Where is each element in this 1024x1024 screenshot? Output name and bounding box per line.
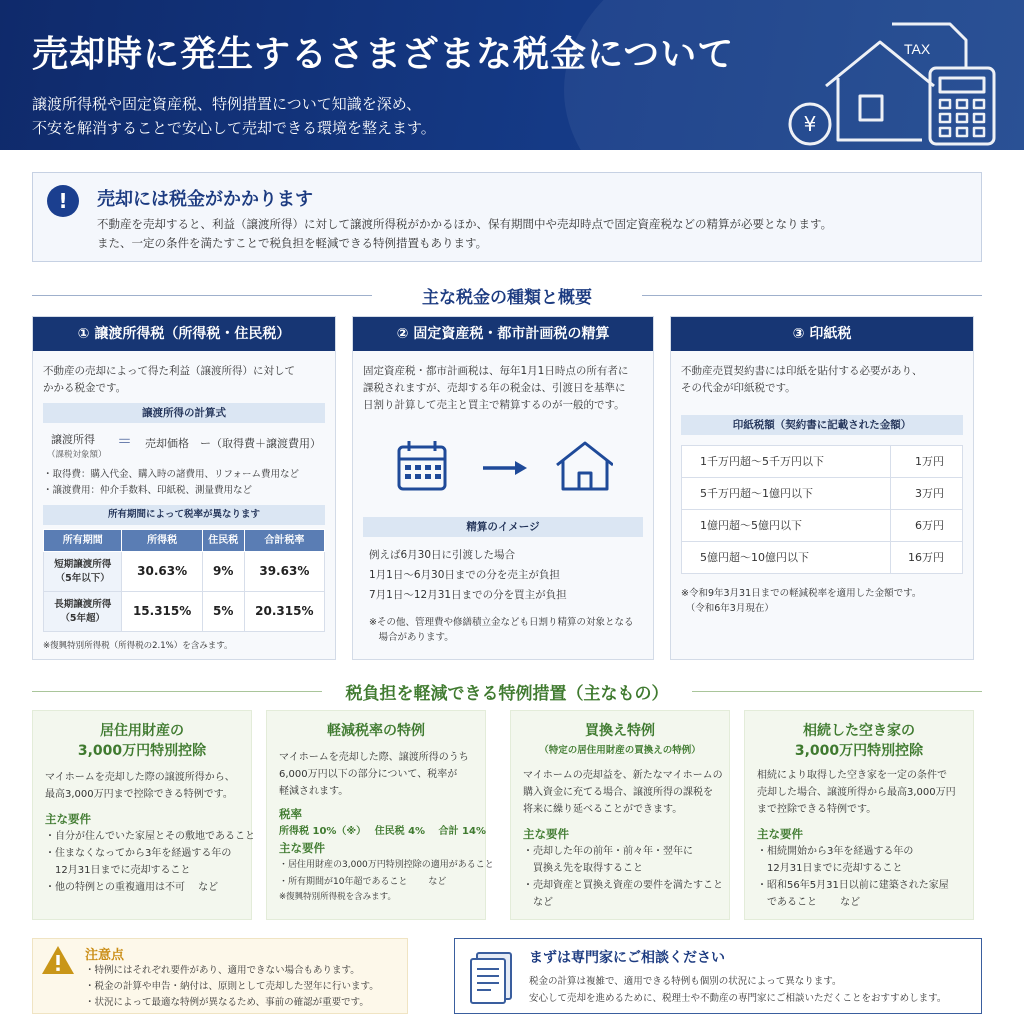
table-row (682, 478, 963, 510)
desc-line: マイホームを売却した際、譲渡所得のうち (279, 752, 469, 763)
requirement-item: ・居住用財産の3,000万円特別控除の適用があること (279, 860, 494, 870)
card-property-tax (352, 316, 654, 660)
note-line: （令和6年3月現在） (681, 603, 774, 614)
special-subtitle: （特定の居住用財産の買換えの特例） (539, 745, 701, 756)
column-header: 所有期間 (44, 530, 122, 552)
resident-tax-cell: 9% (202, 552, 244, 592)
tax-label: TAX (904, 41, 931, 57)
consult-title: まずは専門家にご相談ください (529, 950, 725, 966)
desc-line: 課税されますが、売却する年の税金は、引渡日を基準に (363, 382, 626, 394)
desc-line: 売却した場合、譲渡所得から最高3,000万円 (757, 787, 956, 798)
stamp-table-heading: 印紙税額（契約書に記載された金額） (681, 415, 963, 435)
requirement-item: であること など (757, 897, 861, 908)
requirement-item: ・売却資産と買換え資産の要件を満たすこと (523, 880, 723, 891)
caution-box (32, 938, 408, 1014)
desc-line: 購入資金に充てる場合、譲渡所得の課税を (523, 787, 713, 798)
example-heading: 精算のイメージ (363, 517, 643, 537)
amount-cell: 1万円 (891, 446, 963, 478)
desc-line: 軽減されます。 (279, 786, 349, 797)
income-tax-cell: 30.63% (122, 552, 202, 592)
requirement-item: ・相続開始から3年を経過する年の (757, 846, 914, 857)
document-icon (469, 949, 517, 1005)
desc-line: 6,000万円以下の部分について、税率が (279, 769, 458, 780)
requirements-heading: 主な要件 (757, 827, 803, 841)
requirement-item: ・自分が住んでいた家屋とその敷地であること (45, 831, 255, 842)
section-title: 主な税金の種類と概要 (406, 283, 608, 308)
total-rate-cell: 20.315% (244, 592, 324, 632)
divider (642, 295, 982, 296)
section-heading-taxes (32, 283, 982, 307)
requirement-item: 12月31日までに売却すること (757, 863, 903, 874)
range-cell: 5千万円超〜1億円以下 (682, 478, 891, 510)
footnote: ※復興特別所得税（所得税の2.1%）を含みます。 (43, 641, 233, 651)
desc-line: マイホームを売却した際の譲渡所得から、 (45, 772, 235, 783)
section-heading-special (32, 679, 982, 703)
card-title: ③ 印紙税 (671, 317, 973, 351)
formula-heading: 譲渡所得の計算式 (43, 403, 325, 423)
requirement-item: ・住まなくなってから3年を経過する年の (45, 848, 232, 859)
desc-line: 将来に繰り延べることができます。 (523, 804, 683, 815)
requirement-item: ・所有期間が10年超であること など (279, 877, 447, 887)
notice-body (97, 215, 832, 253)
amount-cell: 3万円 (891, 478, 963, 510)
notice-title: 売却には税金がかかります (97, 189, 313, 210)
period-cell: 短期譲渡所得 （5年以下） (44, 552, 122, 592)
note-line: ※令和9年3月31日までの軽減税率を適用した金額です。 (681, 588, 922, 599)
desc-line: 不動産売買契約書には印紙を貼付する必要があり、 (681, 365, 923, 377)
special-title (33, 721, 251, 761)
consult-body (529, 973, 946, 1007)
requirement-item: など (523, 897, 553, 908)
formula-notes (43, 467, 325, 499)
section-title: 税負担を軽減できる特例措置（主なもの） (330, 679, 685, 704)
requirement-item: ・昭和56年5月31日以前に建築された家屋 (757, 880, 949, 891)
table-row (682, 542, 963, 574)
title-line: 相続した空き家の (803, 723, 915, 739)
consult-box (454, 938, 982, 1014)
exclamation-icon: ! (47, 185, 79, 217)
note-line: ※その他、管理費や修繕積立金なども日割り精算の対象となる (369, 617, 634, 628)
range-cell: 1億円超〜5億円以下 (682, 510, 891, 542)
house-icon (557, 443, 613, 489)
desc-line: 固定資産税・都市計画税は、毎年1月1日時点の所有者に (363, 365, 629, 377)
special-note: ※復興特別所得税を含みます。 (279, 892, 396, 902)
amount-cell: 16万円 (891, 542, 963, 574)
formula-left: 譲渡所得 (51, 433, 95, 446)
rate-line: 所得税 10%（※） 住民税 4% 合計 14% (279, 826, 486, 837)
formula-right: 売却価格 ー（取得費＋譲渡費用） (145, 437, 321, 450)
notice-line: 不動産を売却すると、利益（譲渡所得）に対して譲渡所得税がかかるほか、保有期間中や売却時点で固定資産税などの精算が必要となります。 (97, 217, 833, 231)
requirements-heading: 主な要件 (45, 812, 91, 826)
notice-line: また、一定の条件を満たすことで税負担を軽減できる特例措置もあります。 (97, 236, 488, 250)
note-line: ・譲渡費用：仲介手数料、印紙税、測量費用など (43, 485, 253, 496)
note-line: 場合があります。 (369, 632, 454, 643)
requirement-item: ・他の特例との重複適用は不可 など (45, 882, 219, 893)
card-description (363, 363, 643, 414)
divider (692, 691, 982, 692)
rate-heading: 税率 (279, 807, 302, 821)
example-line: 例えば6月30日に引渡した場合 (369, 549, 516, 561)
special-card-vacant-house (744, 710, 974, 920)
card-stamp-tax (670, 316, 974, 660)
calendar-to-house-graphic (393, 439, 613, 495)
subtitle-line: 不安を解消することで安心して売却できる環境を整えます。 (32, 119, 436, 137)
card-capital-gains-tax (32, 316, 336, 660)
range-cell: 1千万円超〜5千万円以下 (682, 446, 891, 478)
requirements-heading: 主な要件 (523, 827, 569, 841)
column-header: 合計税率 (244, 530, 324, 552)
card-description (681, 363, 963, 397)
period-cell: 長期譲渡所得 （5年超） (44, 592, 122, 632)
card-title: ① 譲渡所得税（所得税・住民税） (33, 317, 335, 351)
rate-heading: 所有期間によって税率が異なります (43, 505, 325, 525)
divider (32, 295, 372, 296)
card-note (363, 615, 643, 645)
formula (43, 427, 325, 467)
house-tax-calculator-icon (780, 18, 1000, 148)
tax-rate-table (43, 529, 325, 632)
special-card-reduced-rate (266, 710, 494, 920)
desc-line: 不動産の売却によって得た利益（譲渡所得）に対して (43, 365, 295, 377)
page-subtitle (32, 92, 436, 140)
settlement-example (363, 517, 643, 645)
equals-sign: ＝ (117, 432, 133, 450)
special-desc (45, 769, 255, 896)
note-line: ・取得費：購入代金、購入時の諸費用、リフォーム費用など (43, 469, 300, 480)
stamp-tax-block (681, 415, 963, 616)
formula-block (43, 403, 325, 655)
example-line: 7月1日〜12月31日までの分を買主が負担 (369, 589, 567, 601)
table-header-row (44, 530, 325, 552)
table-row (44, 592, 325, 632)
special-title (745, 721, 973, 761)
table-row (682, 510, 963, 542)
special-card-replacement (510, 710, 730, 920)
special-title (511, 721, 729, 761)
caution-title: 注意点 (85, 948, 125, 963)
title-line: 買換え特例 (585, 723, 655, 739)
desc-line: 日割り計算して売主と買主で精算するのが一般的です。 (363, 399, 625, 411)
card-description (43, 363, 325, 397)
caution-list (85, 963, 379, 1011)
header-banner (0, 0, 1024, 150)
caution-item: ・特例にはそれぞれ要件があり、適用できない場合もあります。 (85, 965, 360, 976)
requirement-item: 買換え先を取得すること (523, 863, 643, 874)
example-lines (363, 545, 643, 605)
amount-cell: 6万円 (891, 510, 963, 542)
caution-item: ・税金の計算や申告・納付は、原則として売却した翌年に行います。 (85, 981, 379, 992)
desc-line: 最高3,000万円まで控除できる特例です。 (45, 789, 233, 800)
requirement-item: ・売却した年の前年・前々年・翌年に (523, 846, 693, 857)
desc-line: 相続により取得した空き家を一定の条件で (757, 770, 947, 781)
desc-line: その代金が印紙税です。 (681, 382, 796, 394)
special-desc (279, 749, 494, 904)
income-tax-cell: 15.315% (122, 592, 202, 632)
page-title: 売却時に発生するさまざまな税金について (32, 34, 735, 75)
stamp-tax-table (681, 445, 963, 574)
divider (32, 691, 322, 692)
consult-line: 税金の計算は複雑で、適用できる特例も個別の状況によって異なります。 (529, 976, 842, 987)
special-title (267, 721, 485, 741)
yen-symbol: ¥ (803, 112, 817, 136)
title-line: 軽減税率の特例 (327, 723, 425, 739)
caution-item: ・状況によって最適な特例が異なるため、事前の確認が重要です。 (85, 997, 369, 1008)
desc-line: かかる税金です。 (43, 382, 127, 394)
consult-line: 安心して売却を進めるために、税理士や不動産の専門家にご相談いただくことをおすすめします。 (529, 993, 947, 1004)
example-line: 1月1日〜6月30日までの分を売主が負担 (369, 569, 560, 581)
requirement-item: 12月31日までに売却すること (45, 865, 191, 876)
card-note (681, 586, 963, 616)
special-card-residential-deduction (32, 710, 255, 920)
total-rate-cell: 39.63% (244, 552, 324, 592)
title-line: 3,000万円特別控除 (77, 743, 207, 759)
special-desc (757, 767, 965, 911)
title-line: 居住用財産の (100, 723, 184, 739)
desc-line: マイホームの売却益を、新たなマイホームの (523, 770, 723, 781)
table-row (44, 552, 325, 592)
card-title: ② 固定資産税・都市計画税の精算 (353, 317, 653, 351)
column-header: 所得税 (122, 530, 202, 552)
resident-tax-cell: 5% (202, 592, 244, 632)
notice-box (32, 172, 982, 262)
table-row (682, 446, 963, 478)
column-header: 住民税 (202, 530, 244, 552)
subtitle-line: 譲渡所得税や固定資産税、特例措置について知識を深め、 (32, 95, 422, 113)
range-cell: 5億円超〜10億円以下 (682, 542, 891, 574)
warning-icon (41, 945, 75, 975)
desc-line: まで控除できる特例です。 (757, 804, 877, 815)
special-desc (523, 767, 721, 911)
requirements-heading: 主な要件 (279, 841, 325, 855)
formula-left-sub: （課税対象額） (47, 450, 107, 460)
title-line: 3,000万円特別控除 (794, 743, 924, 759)
